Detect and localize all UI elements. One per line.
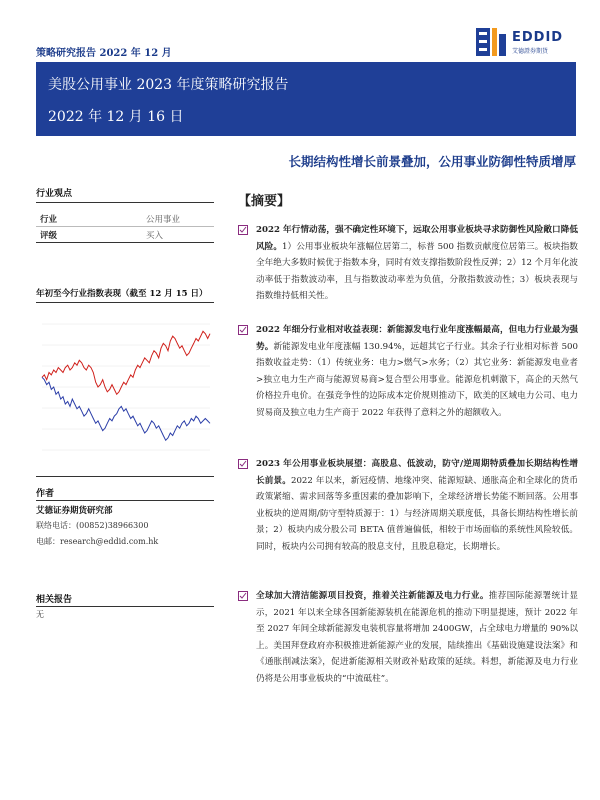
row-key: 评级	[40, 231, 58, 241]
row-key: 行业	[40, 215, 58, 225]
checkbox-icon	[238, 591, 248, 601]
checkbox-icon	[238, 325, 248, 335]
index-performance-chart	[36, 318, 214, 456]
logo-subtext: 艾德證券期貨	[512, 48, 549, 55]
rating-row	[36, 228, 214, 242]
report-date: 2022 年 12 月 16 日	[48, 109, 184, 125]
row-value: 公用事业	[146, 215, 181, 225]
row-value: 买入	[146, 231, 164, 241]
report-category-label: 策略研究报告 2022 年 12 月	[36, 48, 172, 59]
abstract-item	[238, 588, 578, 687]
eddid-logo-icon	[476, 28, 506, 56]
item-lead: 2022 年行情动荡，强不确定性环境下，远取公用事业板块寻求防御性风险敞口降低风险。	[256, 225, 578, 252]
industry-row	[36, 212, 214, 226]
author-email: 电邮：research@eddid.com.hk	[36, 537, 159, 546]
logo-name: EDDID	[512, 30, 564, 45]
item-body: 新能源发电业年度涨幅 130.94%，远超其它子行业。其余子行业相对标普 500 指数收益走势：（1）传统业务：电力>燃气>水务；（2）其它业务：新能源发电业者>独立电力生产商与能源贸易商>复合型公用事业。能源危机刺激下，高企的天然气价格拉升电价。在强竞争性的边际成本定价规则推动下，欧美的区域电力公司、电力贸易商及独立电力生产商于 2022 年获得了意料之外的超额收入。	[256, 341, 578, 418]
item-lead: 全球加大清洁能源项目投资，推着关注新能源及电力行业。	[256, 591, 489, 601]
report-subtitle: 长期结构性增长前景叠加，公用事业防御性特质增厚	[288, 154, 576, 169]
item-body: 1）公用事业板块年涨幅位居第二，标普 500 指数贡献度位居第三。板块指数全年绝大多数时候优于指数本身，同时有效支撑指数阶段性反弹；2）12 个月年化波动率低于指数波动率，且与指数波动率差为负值，分散指数波动性；3）板块表现与指数维持低相关性。	[256, 241, 578, 301]
abstract-item	[238, 222, 578, 305]
chart-heading: 年初至今行业指数表现（截至 12 月 15 日）	[36, 289, 208, 299]
author-phone: 联络电话：(00852)38966300	[36, 521, 149, 530]
title-banner	[36, 62, 576, 136]
eddid-logo	[476, 28, 576, 56]
divider	[36, 302, 214, 303]
abstract-item	[238, 322, 578, 421]
item-lead: 2023 年公用事业板块展望：高股息、低波动，防守/逆周期特质叠加长期结构性增长前景。	[256, 459, 578, 486]
series-line-0	[42, 331, 210, 394]
divider	[36, 606, 214, 607]
item-lead: 2022 年细分行业相对收益表现：新能源发电行业年度涨幅最高，但电力行业最为强势。	[256, 325, 578, 352]
related-value: 无	[36, 610, 44, 619]
checkbox-icon	[238, 459, 248, 469]
author-heading: 作者	[36, 489, 55, 499]
divider	[36, 202, 214, 203]
industry-view-heading: 行业观点	[36, 189, 73, 199]
abstract-item	[238, 456, 578, 555]
item-body: 2022 年以来，新冠疫情、地缘冲突、能源短缺、通胀高企和全球化的货币政策紧缩、需求回落等多重因素的叠加影响下，全球经济增长势能不断回落。公用事业板块的逆周期/防守型特质源于：1）与经济周期关联度低，具备长期结构性增长前景；2）板块内成分股公司 BETA 值普遍偏低，相较于市场面临的系统性风险较低。同时，板块内公司拥有较高的股息支付，且股息稳定，长期增长。	[256, 475, 578, 552]
abstract-heading: 【摘要】	[238, 194, 291, 209]
checkbox-icon	[238, 225, 248, 235]
author-name: 艾德证券期货研究部	[36, 506, 113, 516]
divider	[36, 476, 214, 477]
report-title: 美股公用事业 2023 年度策略研究报告	[48, 77, 289, 93]
divider	[36, 226, 214, 227]
divider	[36, 500, 214, 501]
item-body: 推荐国际能源署统计显示，2021 年以来全球各国新能源装机在能源危机的推动下明显提速，预计 2022 年至 2027 年间全球新能源发电装机容量将增加 2400GW，占全球电力增量的 90%以上。美国拜登政府亦积极推进新能源产业的发展，陆续推出《基础设施建设法案》和《通胀削减法案》，促进新能源相关财政补贴政策的延续。料想，新能源及电力行业仍将是公用事业板块的“中流砥柱”。	[256, 591, 578, 684]
divider	[36, 242, 214, 243]
related-heading: 相关报告	[36, 595, 73, 605]
